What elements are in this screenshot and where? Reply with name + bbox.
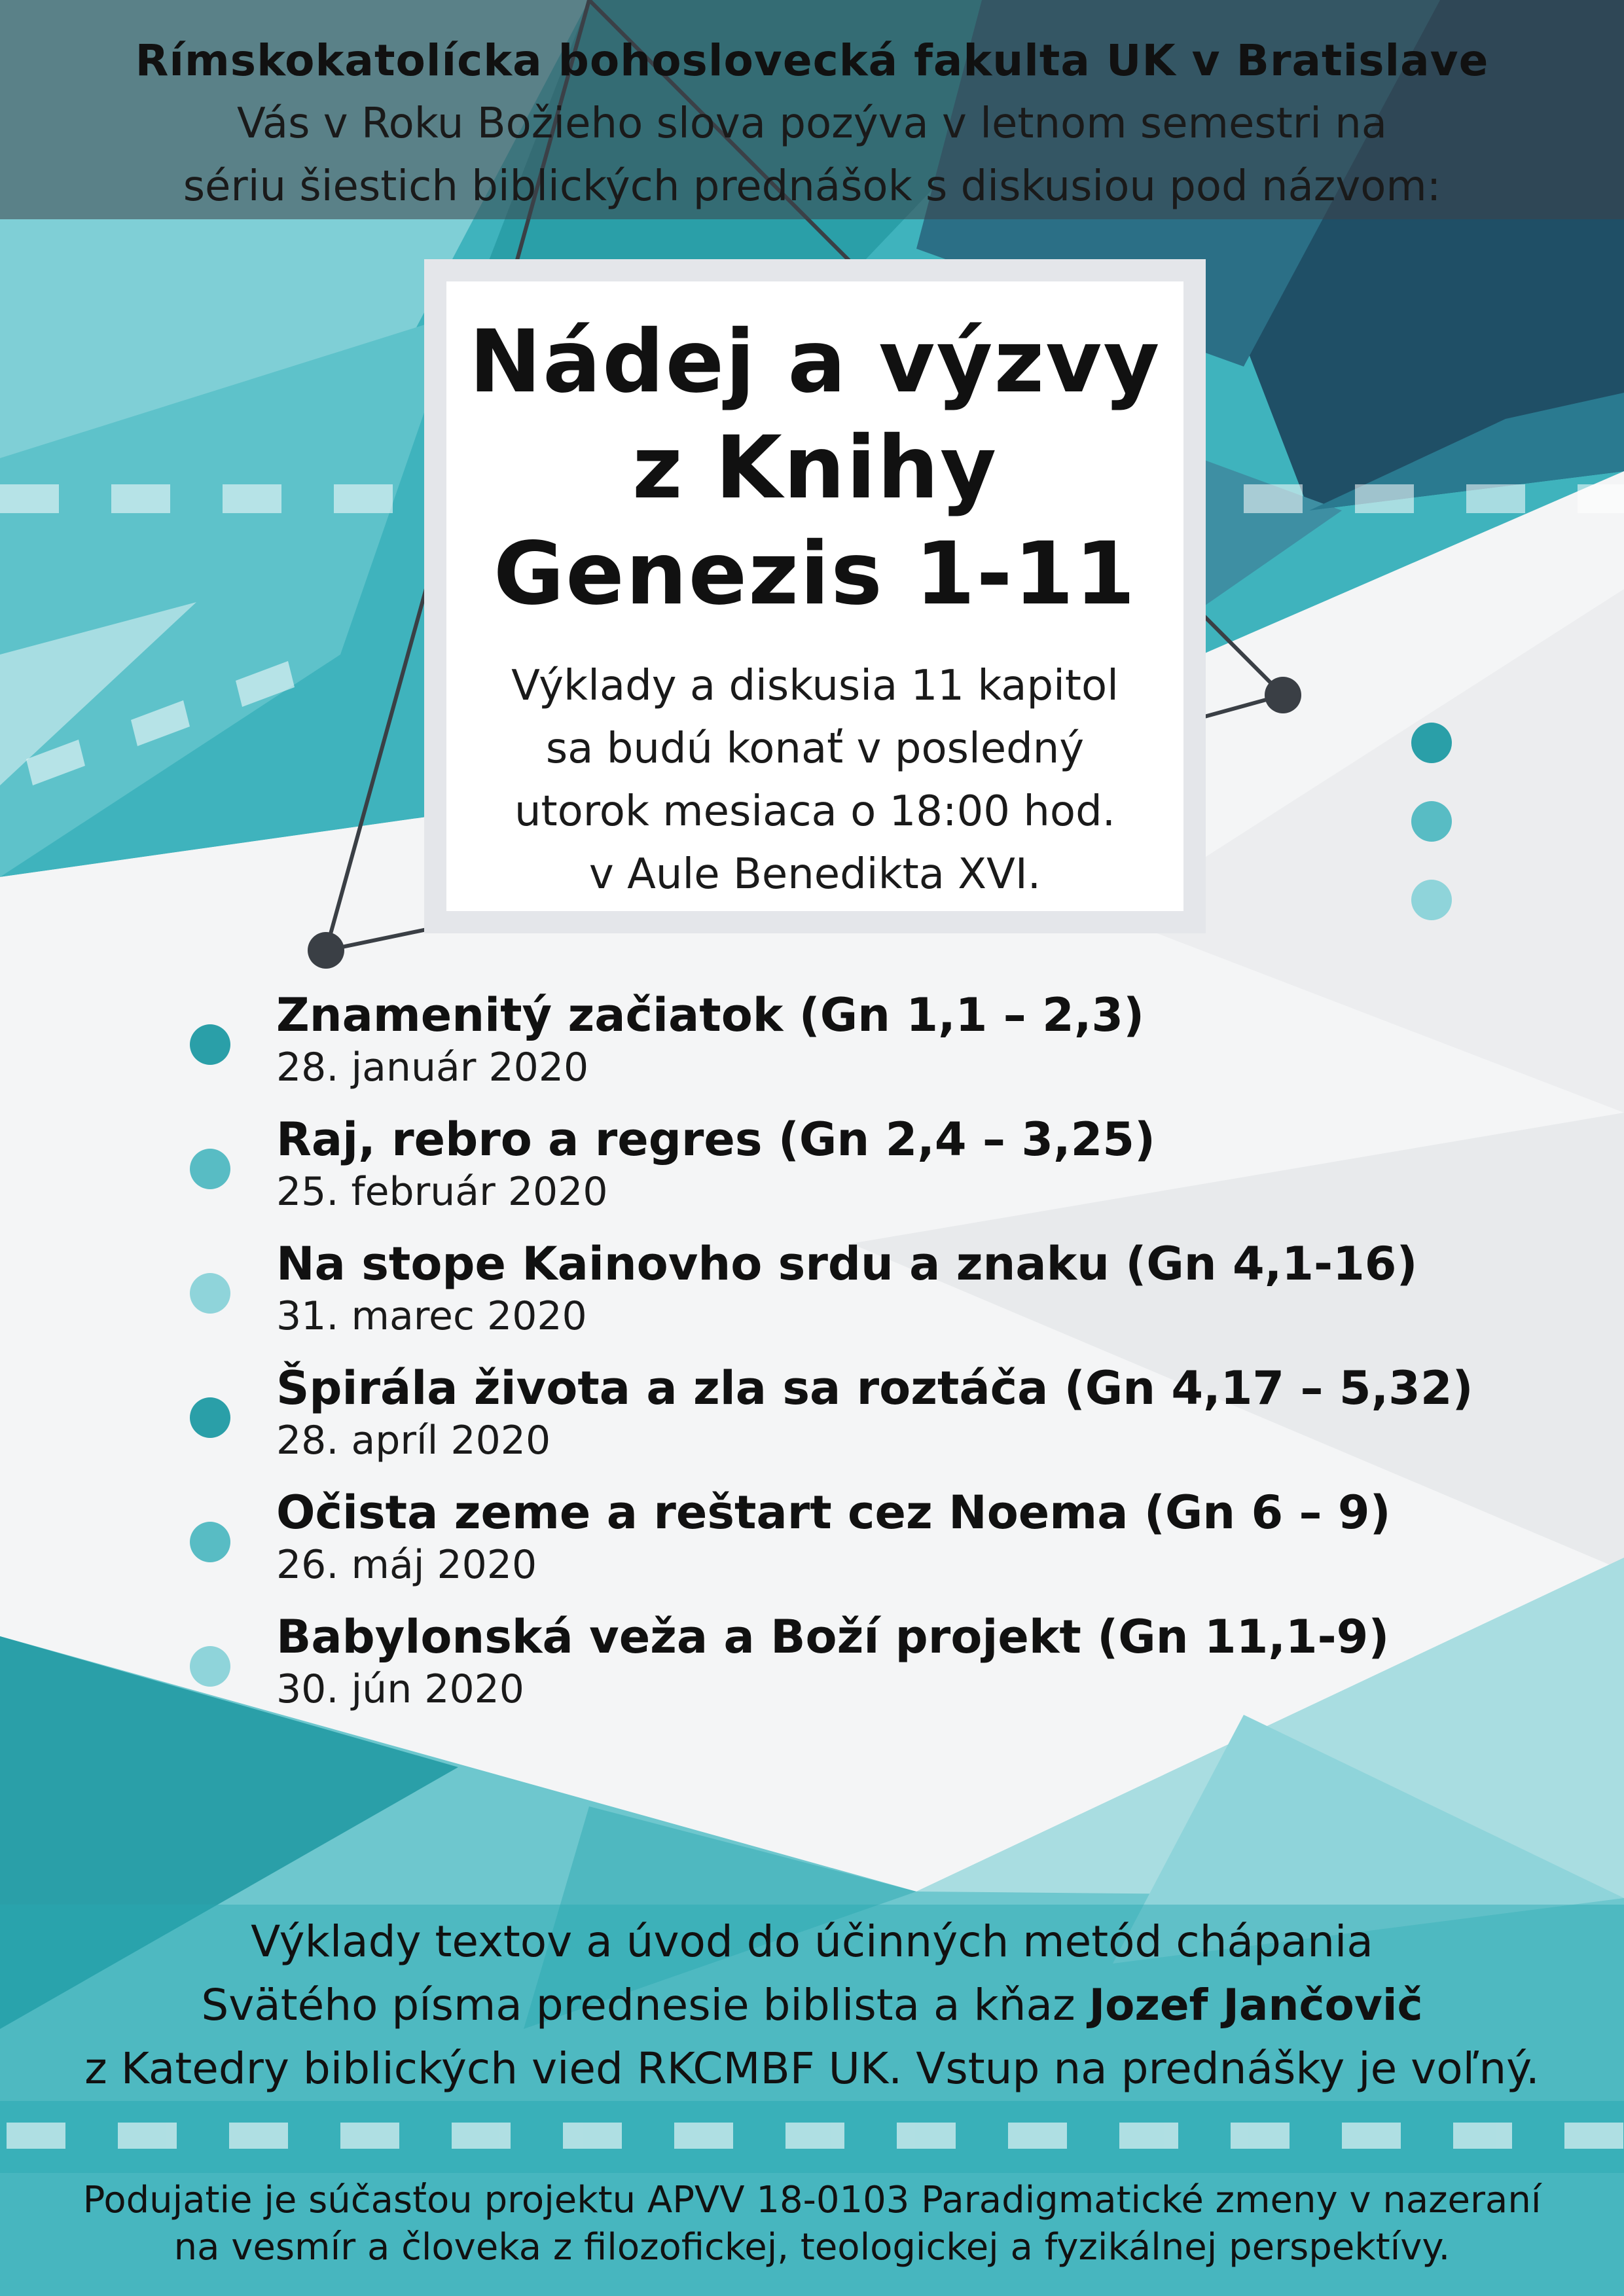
speaker-name: Jozef Jančovič [1089, 1980, 1423, 2030]
lecture-title: Babylonská veža a Boží projekt (Gn 11,1-9) [276, 1610, 1390, 1664]
title-box [424, 259, 1206, 933]
dashed-stripe [0, 2101, 1624, 2173]
bullet-dot [190, 1646, 230, 1687]
bullet-dot [190, 1024, 230, 1065]
lecture-date: 30. jún 2020 [276, 1666, 524, 1712]
series-title [446, 309, 1183, 627]
bullet-dot [190, 1397, 230, 1438]
project-note-line-1: Podujatie je súčasťou projektu APVV 18-0103 Paradigmatické zmeny v nazeraní [82, 2179, 1542, 2221]
speaker-info-line-1: Výklady textov a úvod do účinných metód chápania [251, 1916, 1373, 1967]
lecture-title: Raj, rebro a regres (Gn 2,4 – 3,25) [276, 1113, 1156, 1166]
series-info-line-2: sa budú konať v posledný [545, 725, 1085, 773]
speaker-info-line-2 [0, 1973, 1624, 2037]
invitation-line-1: Vás v Roku Božieho slova pozýva v letnom semestri na [237, 99, 1387, 148]
faculty-name: Rímskokatolícka bohoslovecká fakulta UK v Bratislave [135, 35, 1489, 86]
invitation-line-2: sériu šiestich biblických prednášok s diskusiou pod názvom: [183, 162, 1441, 211]
series-info-line-4: v Aule Benedikta XVI. [588, 850, 1041, 899]
lecture-item [190, 1482, 1564, 1607]
series-title-line-3: Genezis 1-11 [493, 524, 1137, 624]
lecture-title: Znamenitý začiatok (Gn 1,1 – 2,3) [276, 988, 1145, 1042]
decor-dot-2 [1411, 801, 1452, 842]
project-note-line-2: na vesmír a človeka z filozofickej, teologickej a fyzikálnej perspektívy. [173, 2226, 1451, 2269]
series-title-line-1: Nádej a výzvy [469, 312, 1161, 412]
series-info-line-3: utorok mesiaca o 18:00 hod. [514, 787, 1116, 836]
lecture-date: 28. január 2020 [276, 1045, 589, 1090]
lecture-date: 25. február 2020 [276, 1169, 608, 1215]
bullet-dot [190, 1522, 230, 1562]
speaker-intro: Svätého písma prednesie biblista a kňaz [201, 1980, 1075, 2030]
project-note [0, 2177, 1624, 2271]
lecture-title: Špirála života a zla sa roztáča (Gn 4,17 – 5,32) [276, 1361, 1473, 1415]
header [0, 29, 1624, 218]
bullet-dot [190, 1273, 230, 1314]
lecture-item [190, 985, 1564, 1109]
decor-dot-3 [1411, 880, 1452, 920]
lecture-item [190, 1607, 1564, 1731]
series-title-line-2: z Knihy [632, 418, 998, 518]
series-info [446, 655, 1183, 906]
lecture-item [190, 1109, 1564, 1234]
speaker-info-line-3: z Katedry biblických vied RKCMBF UK. Vstup na prednášky je voľný. [84, 2043, 1540, 2094]
lecture-date: 28. apríl 2020 [276, 1418, 551, 1463]
lecture-item [190, 1358, 1564, 1482]
lecture-date: 26. máj 2020 [276, 1542, 537, 1588]
lecture-title: Očista zeme a reštart cez Noema (Gn 6 – 9) [276, 1486, 1391, 1539]
lecture-title: Na stope Kainovho srdu a znaku (Gn 4,1-16) [276, 1237, 1418, 1291]
speaker-info [0, 1910, 1624, 2100]
lecture-list [190, 985, 1564, 1731]
decor-dot-1 [1411, 723, 1452, 763]
lecture-date: 31. marec 2020 [276, 1293, 587, 1339]
lecture-item [190, 1234, 1564, 1358]
series-info-line-1: Výklady a diskusia 11 kapitol [511, 662, 1119, 710]
dashed-stripe-band [0, 2101, 1624, 2173]
bullet-dot [190, 1149, 230, 1189]
title-box-inner [446, 281, 1183, 911]
